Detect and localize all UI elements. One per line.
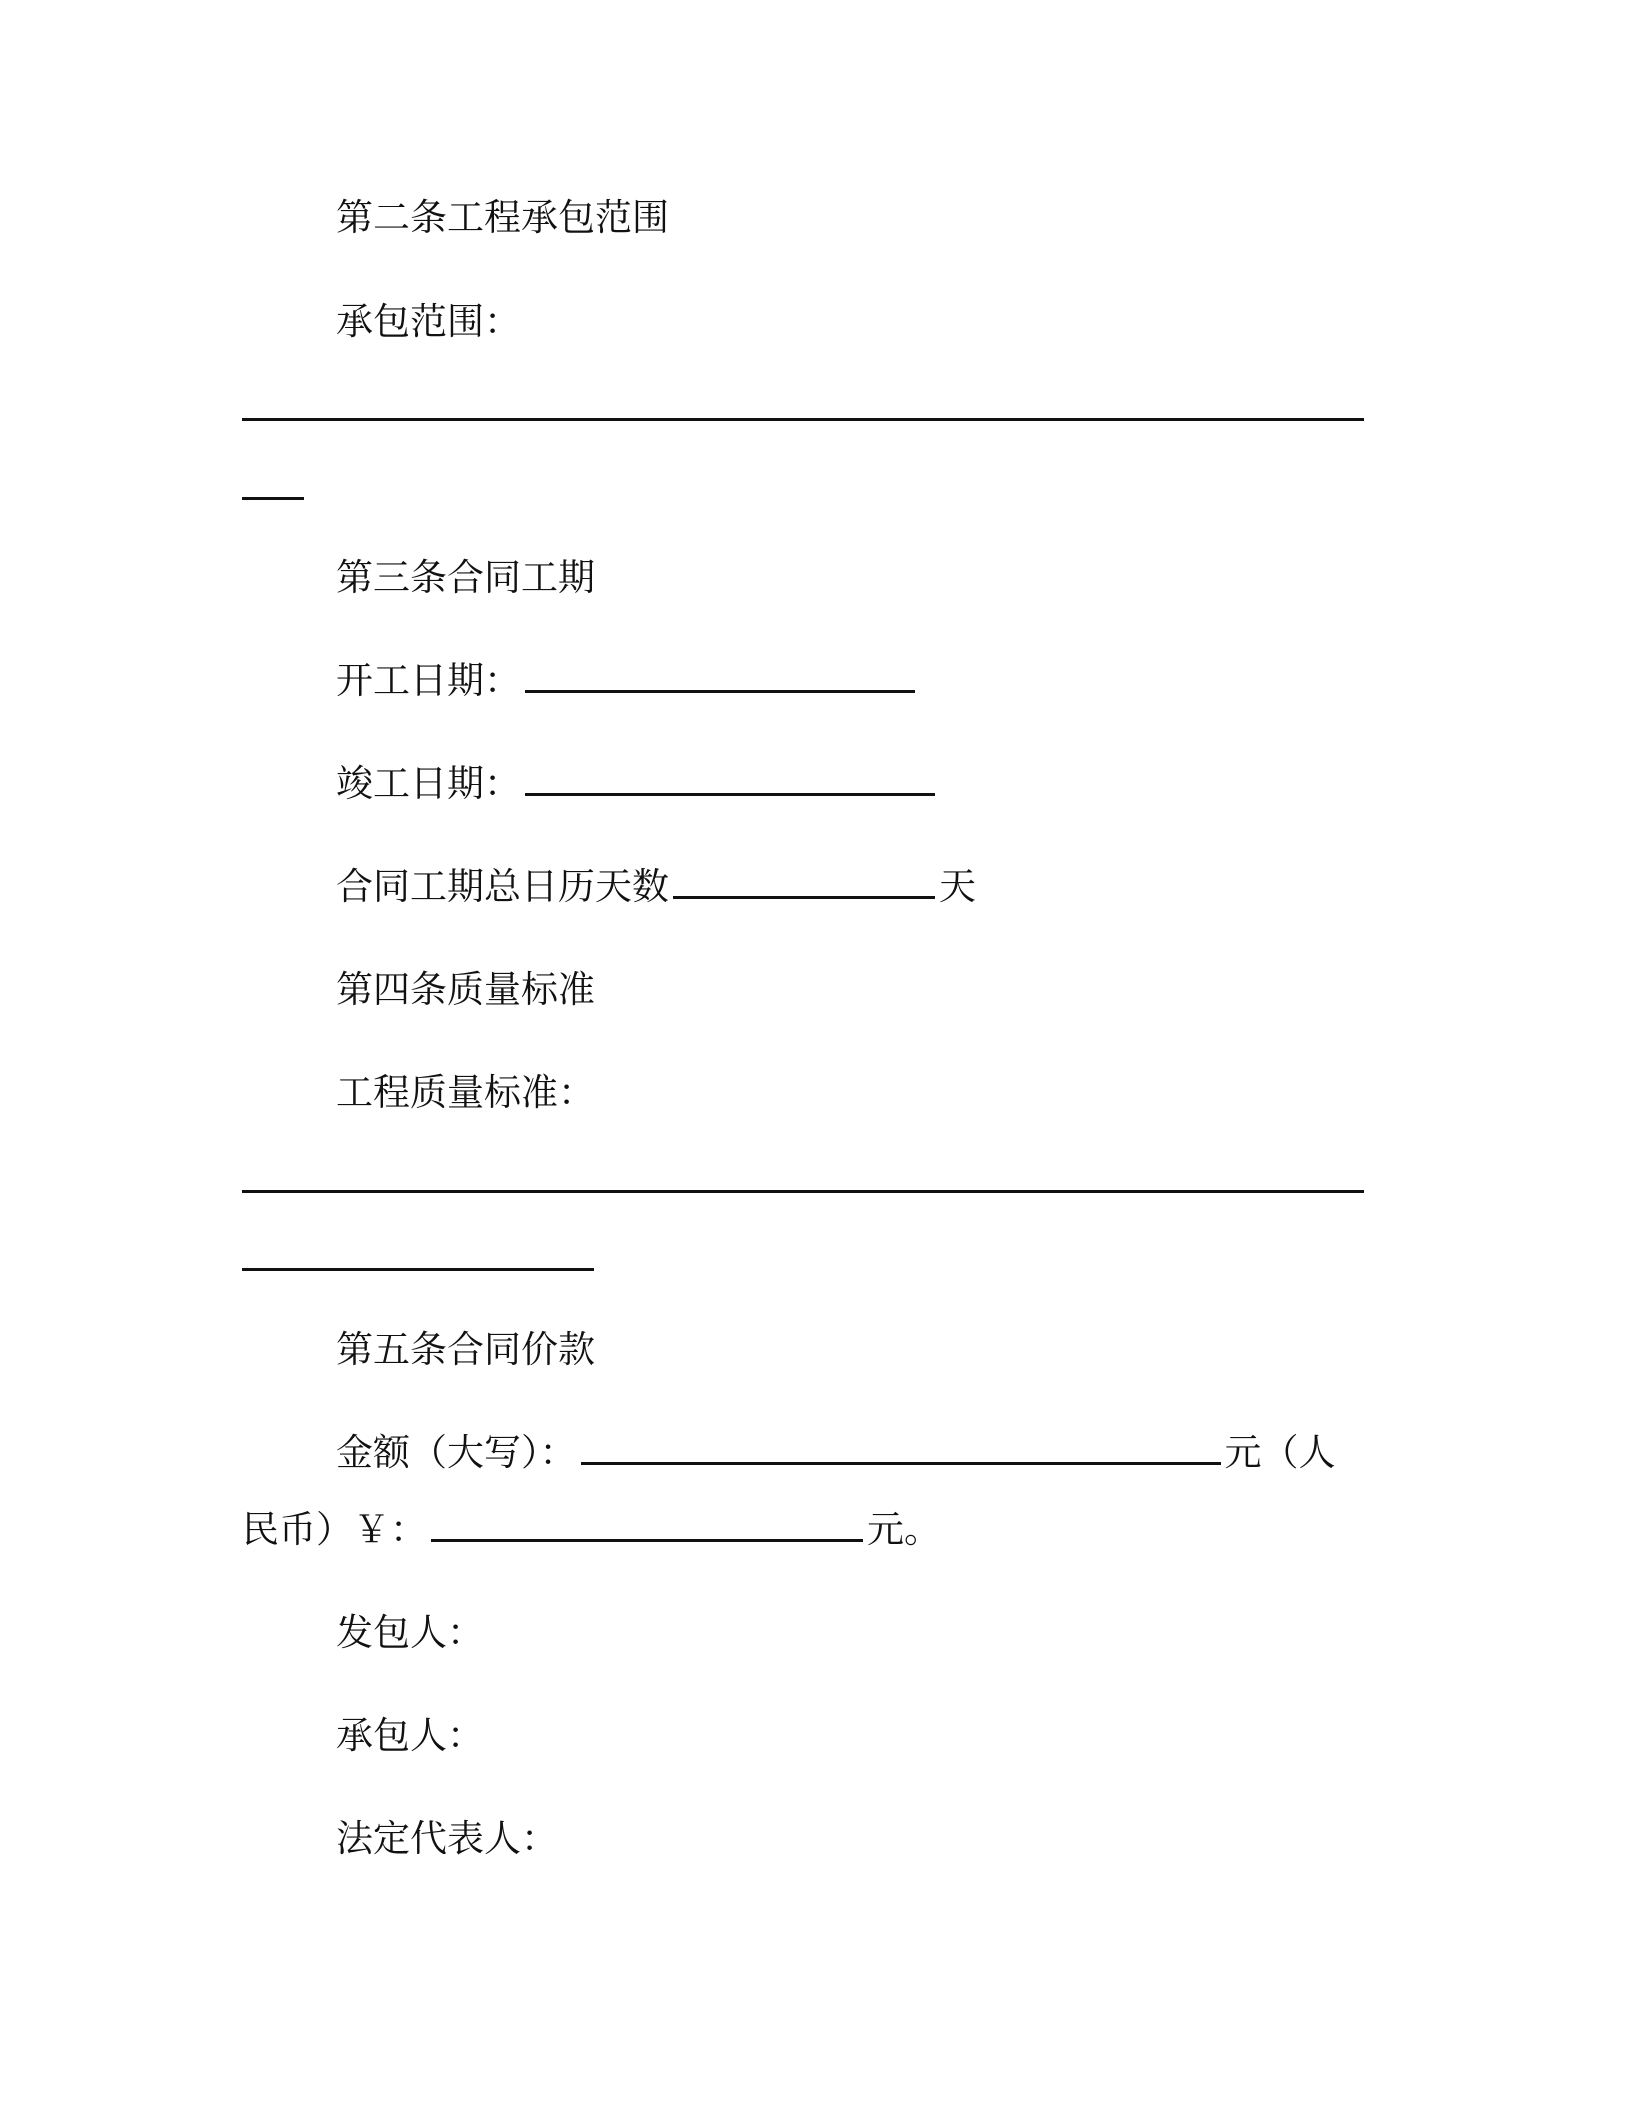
- amount-rmb-row: [242, 1505, 1362, 1555]
- start-date-blank[interactable]: [525, 656, 915, 693]
- employer-label: 发包人：: [336, 1611, 484, 1654]
- article2-heading: [242, 193, 1362, 243]
- scope-blank-line-2[interactable]: [242, 497, 304, 500]
- end-date-row: [242, 759, 1362, 809]
- total-days-label: 合同工期总日历天数: [336, 865, 669, 908]
- contractor-row: [242, 1711, 1362, 1761]
- amount-rmb-blank[interactable]: [431, 1505, 863, 1542]
- employer-row: [242, 1608, 1362, 1658]
- total-days-unit: 天: [939, 865, 976, 908]
- scope-row: [242, 297, 1362, 347]
- article2-heading-text: 第二条工程承包范围: [336, 196, 669, 239]
- amount-label: 金额（大写）：: [336, 1431, 577, 1474]
- legal-rep-label: 法定代表人：: [336, 1817, 558, 1860]
- article5-heading: [242, 1325, 1362, 1375]
- quality-blank-line-1[interactable]: [242, 1190, 1364, 1193]
- article5-heading-text: 第五条合同价款: [336, 1328, 595, 1371]
- article4-heading: [242, 965, 1362, 1015]
- amount-unit-open: 元（人: [1224, 1431, 1336, 1474]
- scope-label: 承包范围：: [336, 300, 521, 343]
- amount-words-blank[interactable]: [581, 1428, 1221, 1465]
- amount-rmb-label: 民币）￥：: [242, 1508, 427, 1551]
- article3-heading-text: 第三条合同工期: [336, 556, 595, 599]
- quality-row: [242, 1068, 1362, 1118]
- start-date-label: 开工日期：: [336, 659, 521, 702]
- total-days-row: [242, 862, 1362, 912]
- quality-blank-line-2[interactable]: [242, 1268, 594, 1271]
- contractor-label: 承包人：: [336, 1714, 484, 1757]
- start-date-row: [242, 656, 1362, 706]
- total-days-blank[interactable]: [673, 862, 935, 899]
- amount-rmb-unit: 元。: [867, 1508, 941, 1551]
- end-date-blank[interactable]: [525, 759, 935, 796]
- scope-blank-line-1[interactable]: [242, 418, 1364, 421]
- legal-rep-row: [242, 1814, 1362, 1864]
- amount-row: [242, 1428, 1362, 1478]
- end-date-label: 竣工日期：: [336, 762, 521, 805]
- article4-heading-text: 第四条质量标准: [336, 968, 595, 1011]
- article3-heading: [242, 553, 1362, 603]
- quality-label: 工程质量标准：: [336, 1071, 595, 1114]
